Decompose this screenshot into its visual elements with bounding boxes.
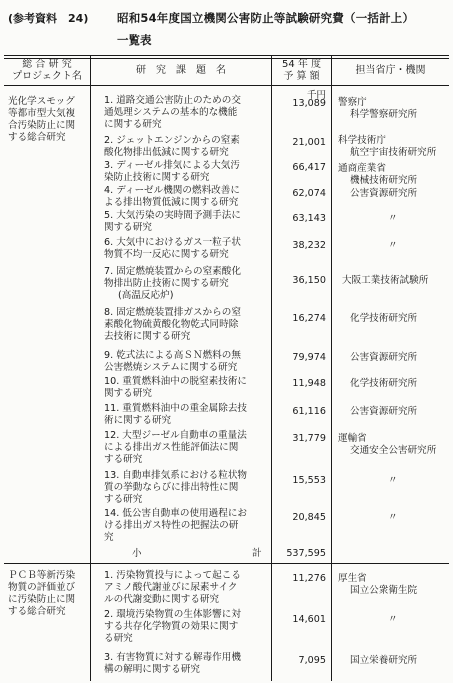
budget-amount: 63,143 (292, 213, 326, 224)
agency-line: 公害資源研究所 (350, 352, 418, 363)
subject-line: する研究 (104, 454, 143, 465)
header-project-line: プロジェクト名 (12, 71, 82, 82)
agency-line: 公害資源研究所 (350, 406, 418, 417)
subject-cell (104, 95, 241, 131)
table-top-rule (4, 55, 449, 56)
subject-line: 3. ディーゼル排気による大気汚 (104, 160, 240, 171)
agency-cell (338, 573, 417, 597)
agency-line: 国立公衆衛生院 (350, 585, 418, 596)
project-name-line: 等都市型大気複 (8, 108, 76, 119)
agency-cell (338, 97, 417, 121)
header-agency: 担当省庁・機関 (355, 65, 426, 76)
header-budget-line: 54 年 度 (281, 59, 322, 70)
subject-cell (104, 350, 241, 374)
subject-line: 関する研究 (104, 388, 152, 399)
subject-line: する共存化学物質の効果に関す (104, 621, 239, 632)
agency-cell (350, 188, 417, 200)
subject-line: 1. 道路交通公害防止のための交 (104, 95, 241, 106)
project-name-line: 光化学スモッグ (8, 96, 75, 107)
subject-line: 13. 自動車排気系における粒状物 (104, 470, 248, 481)
agency-line: 通商産業省 (338, 163, 386, 174)
budget-amount: 15,553 (292, 475, 326, 486)
subject-line: 通処理システムの基本的な機能 (104, 107, 238, 118)
subject-cell (104, 609, 241, 645)
agency-line: 公害資源研究所 (350, 188, 418, 199)
header-subject: 研 究 課 題 名 (136, 65, 226, 76)
budget-amount: 31,779 (292, 433, 326, 444)
subject-line: 10. 重質燃料油中の脱窒素技術に (104, 376, 248, 387)
subject-line: による排出ガス性能評価法に関 (104, 442, 239, 453)
unit-label: 千円 (306, 90, 326, 101)
subject-cell (104, 376, 247, 400)
subject-line: 素酸化物硫黄酸化物乾式同時除 (104, 319, 239, 330)
budget-amount: 16,274 (292, 313, 326, 324)
subject-cell (104, 652, 241, 676)
header-budget-line: 予 算 額 (283, 71, 320, 82)
subject-line: 究 (104, 532, 114, 543)
project-name-line: する総合研究 (8, 132, 66, 143)
agency-line: 厚生省 (338, 573, 367, 584)
agency-line: 科学警察研究所 (350, 109, 418, 120)
budget-amount: 61,116 (292, 406, 326, 417)
subject-line: 物質不均一反応に関する研究 (104, 249, 229, 260)
subject-line: 1. 汚染物質投与によって起こる (104, 570, 241, 581)
subject-cell (104, 403, 247, 427)
project-name (8, 570, 75, 618)
ditto-mark: 〃 (388, 240, 398, 251)
agency-line: 科学技術庁 (338, 135, 386, 146)
subject-line: 染防止技術に関する研究 (104, 172, 210, 183)
subject-line: する研究 (104, 494, 143, 505)
budget-amount: 11,948 (292, 378, 326, 389)
project-name-line: ＰＣＢ等新汚染 (8, 570, 76, 581)
budget-amount: 11,276 (292, 573, 326, 584)
subject-line: 14. 低公害自動車の使用過程にお (104, 508, 248, 519)
agency-line: 機械技術研究所 (350, 175, 418, 186)
subject-line: 11. 重質燃料油中の重金属除去技 (104, 403, 248, 414)
ditto-mark: 〃 (388, 614, 398, 625)
subject-cell (104, 135, 240, 159)
budget-amount: 14,601 (292, 614, 326, 625)
agency-cell (388, 240, 398, 252)
subject-line: に関する研究 (104, 119, 162, 130)
subject-line: 9. 乾式法による高ＳＮ燃料の無 (104, 350, 241, 361)
header-bottom-rule (4, 85, 449, 86)
subject-cell (104, 430, 247, 466)
subtotal-amount: 537,595 (286, 548, 326, 559)
agency-line: 化学技術研究所 (350, 378, 418, 389)
agency-cell (350, 378, 417, 390)
subject-line: 物排出防止技術に関する研究 (104, 278, 229, 289)
subject-line: ける排出ガス特性の把握法の研 (104, 520, 239, 531)
agency-cell (350, 313, 417, 325)
budget-amount: 13,089 (292, 98, 326, 109)
project-name-line: する総合研究 (8, 606, 66, 617)
agency-cell (350, 352, 417, 364)
budget-amount: 62,074 (292, 188, 326, 199)
subtotal-label-b: 計 (252, 548, 262, 559)
subject-line: よる排出物質低減に関する研究 (104, 197, 239, 208)
project-name-line: 物質の評価並び (8, 582, 76, 593)
agency-line: 化学技術研究所 (350, 313, 418, 324)
agency-cell (350, 406, 417, 418)
agency-line: 航空宇宙技術研究所 (350, 147, 437, 158)
subject-line: 構の解明に関する研究 (104, 664, 200, 675)
reference-label: (参考資料 24) (8, 12, 89, 25)
group-divider-rule (4, 563, 449, 564)
subject-cell (104, 185, 240, 209)
agency-cell (338, 163, 417, 187)
ditto-mark: 〃 (388, 213, 398, 224)
subject-line: 5. 大気汚染の実時間予測手法に (104, 210, 241, 221)
agency-cell (388, 512, 398, 524)
column-divider (331, 55, 332, 681)
ditto-mark: 〃 (388, 475, 398, 486)
subject-line: 質の挙動ならびに排出特性に関 (104, 482, 239, 493)
agency-line: 運輸省 (338, 433, 367, 444)
budget-amount: 66,417 (292, 162, 326, 173)
header-project-line: 総 合 研 究 (22, 59, 72, 70)
subject-line: 3. 有害物質に対する解毒作用機 (104, 652, 241, 663)
subject-line: ルの代謝変動に関する研究 (104, 594, 220, 605)
header-budget (272, 59, 331, 83)
header-project (4, 59, 90, 83)
subject-line: 酸化物排出低減に関する研究 (104, 147, 229, 158)
agency-cell (338, 433, 436, 457)
subject-line: (高温反応炉) (118, 290, 174, 301)
subject-cell (104, 160, 240, 184)
agency-cell (388, 213, 398, 225)
subject-line: 去技術に関する研究 (104, 331, 191, 342)
agency-line: 国立栄養研究所 (350, 655, 418, 666)
subject-line: 12. 大型ジーゼル自動車の重量法 (104, 430, 247, 441)
budget-amount: 20,845 (292, 512, 326, 523)
subject-line: アミノ酸代謝並びに尿素サイク (104, 582, 238, 593)
subject-line: る研究 (104, 633, 133, 644)
ditto-mark: 〃 (388, 512, 398, 523)
subject-line: 6. 大気中におけるガス一粒子状 (104, 237, 241, 248)
subject-line: 2. 環境汚染物質の生体影響に対 (104, 609, 241, 620)
agency-line: 警察庁 (338, 97, 367, 108)
agency-cell (350, 655, 417, 667)
budget-amount: 79,974 (292, 352, 326, 363)
subject-line: 7. 固定燃焼装置からの窒素酸化 (104, 266, 241, 277)
agency-line: 大阪工業技術試験所 (342, 275, 429, 286)
document-title: 昭和54年度国立機関公害防止等試験研究費（一括計上） (117, 11, 415, 25)
agency-cell (338, 135, 436, 159)
project-name-line: に汚染防止に関 (8, 594, 76, 605)
agency-cell (388, 475, 398, 487)
column-divider (90, 55, 91, 681)
column-divider (271, 55, 272, 681)
subject-cell (104, 266, 241, 302)
budget-amount: 7,095 (298, 655, 326, 666)
subject-cell (104, 508, 247, 544)
subject-cell (104, 237, 241, 261)
budget-amount: 21,001 (292, 137, 326, 148)
subject-cell (104, 470, 247, 506)
subject-cell (104, 570, 241, 606)
subject-line: 術に関する研究 (104, 415, 172, 426)
project-name-line: 合汚染防止に関 (8, 120, 76, 131)
subject-line: 2. ジェットエンジンからの窒素 (104, 135, 240, 146)
document-subtitle: 一覧表 (117, 33, 152, 47)
budget-amount: 36,150 (292, 275, 326, 286)
subject-cell (104, 307, 241, 343)
budget-amount: 38,232 (292, 240, 326, 251)
subject-cell (104, 210, 241, 234)
agency-line: 交通安全公害研究所 (350, 445, 437, 456)
subtotal-label-a: 小 (132, 548, 142, 559)
subject-line: 関する研究 (104, 222, 152, 233)
subject-line: 8. 固定燃焼装置排ガスからの窒 (104, 307, 241, 318)
subject-line: 4. ディーゼル機関の燃料改善に (104, 185, 240, 196)
agency-cell (342, 275, 428, 287)
subject-line: 公害燃焼システムに関する研究 (104, 362, 238, 373)
agency-cell (388, 614, 398, 626)
project-name (8, 96, 75, 144)
